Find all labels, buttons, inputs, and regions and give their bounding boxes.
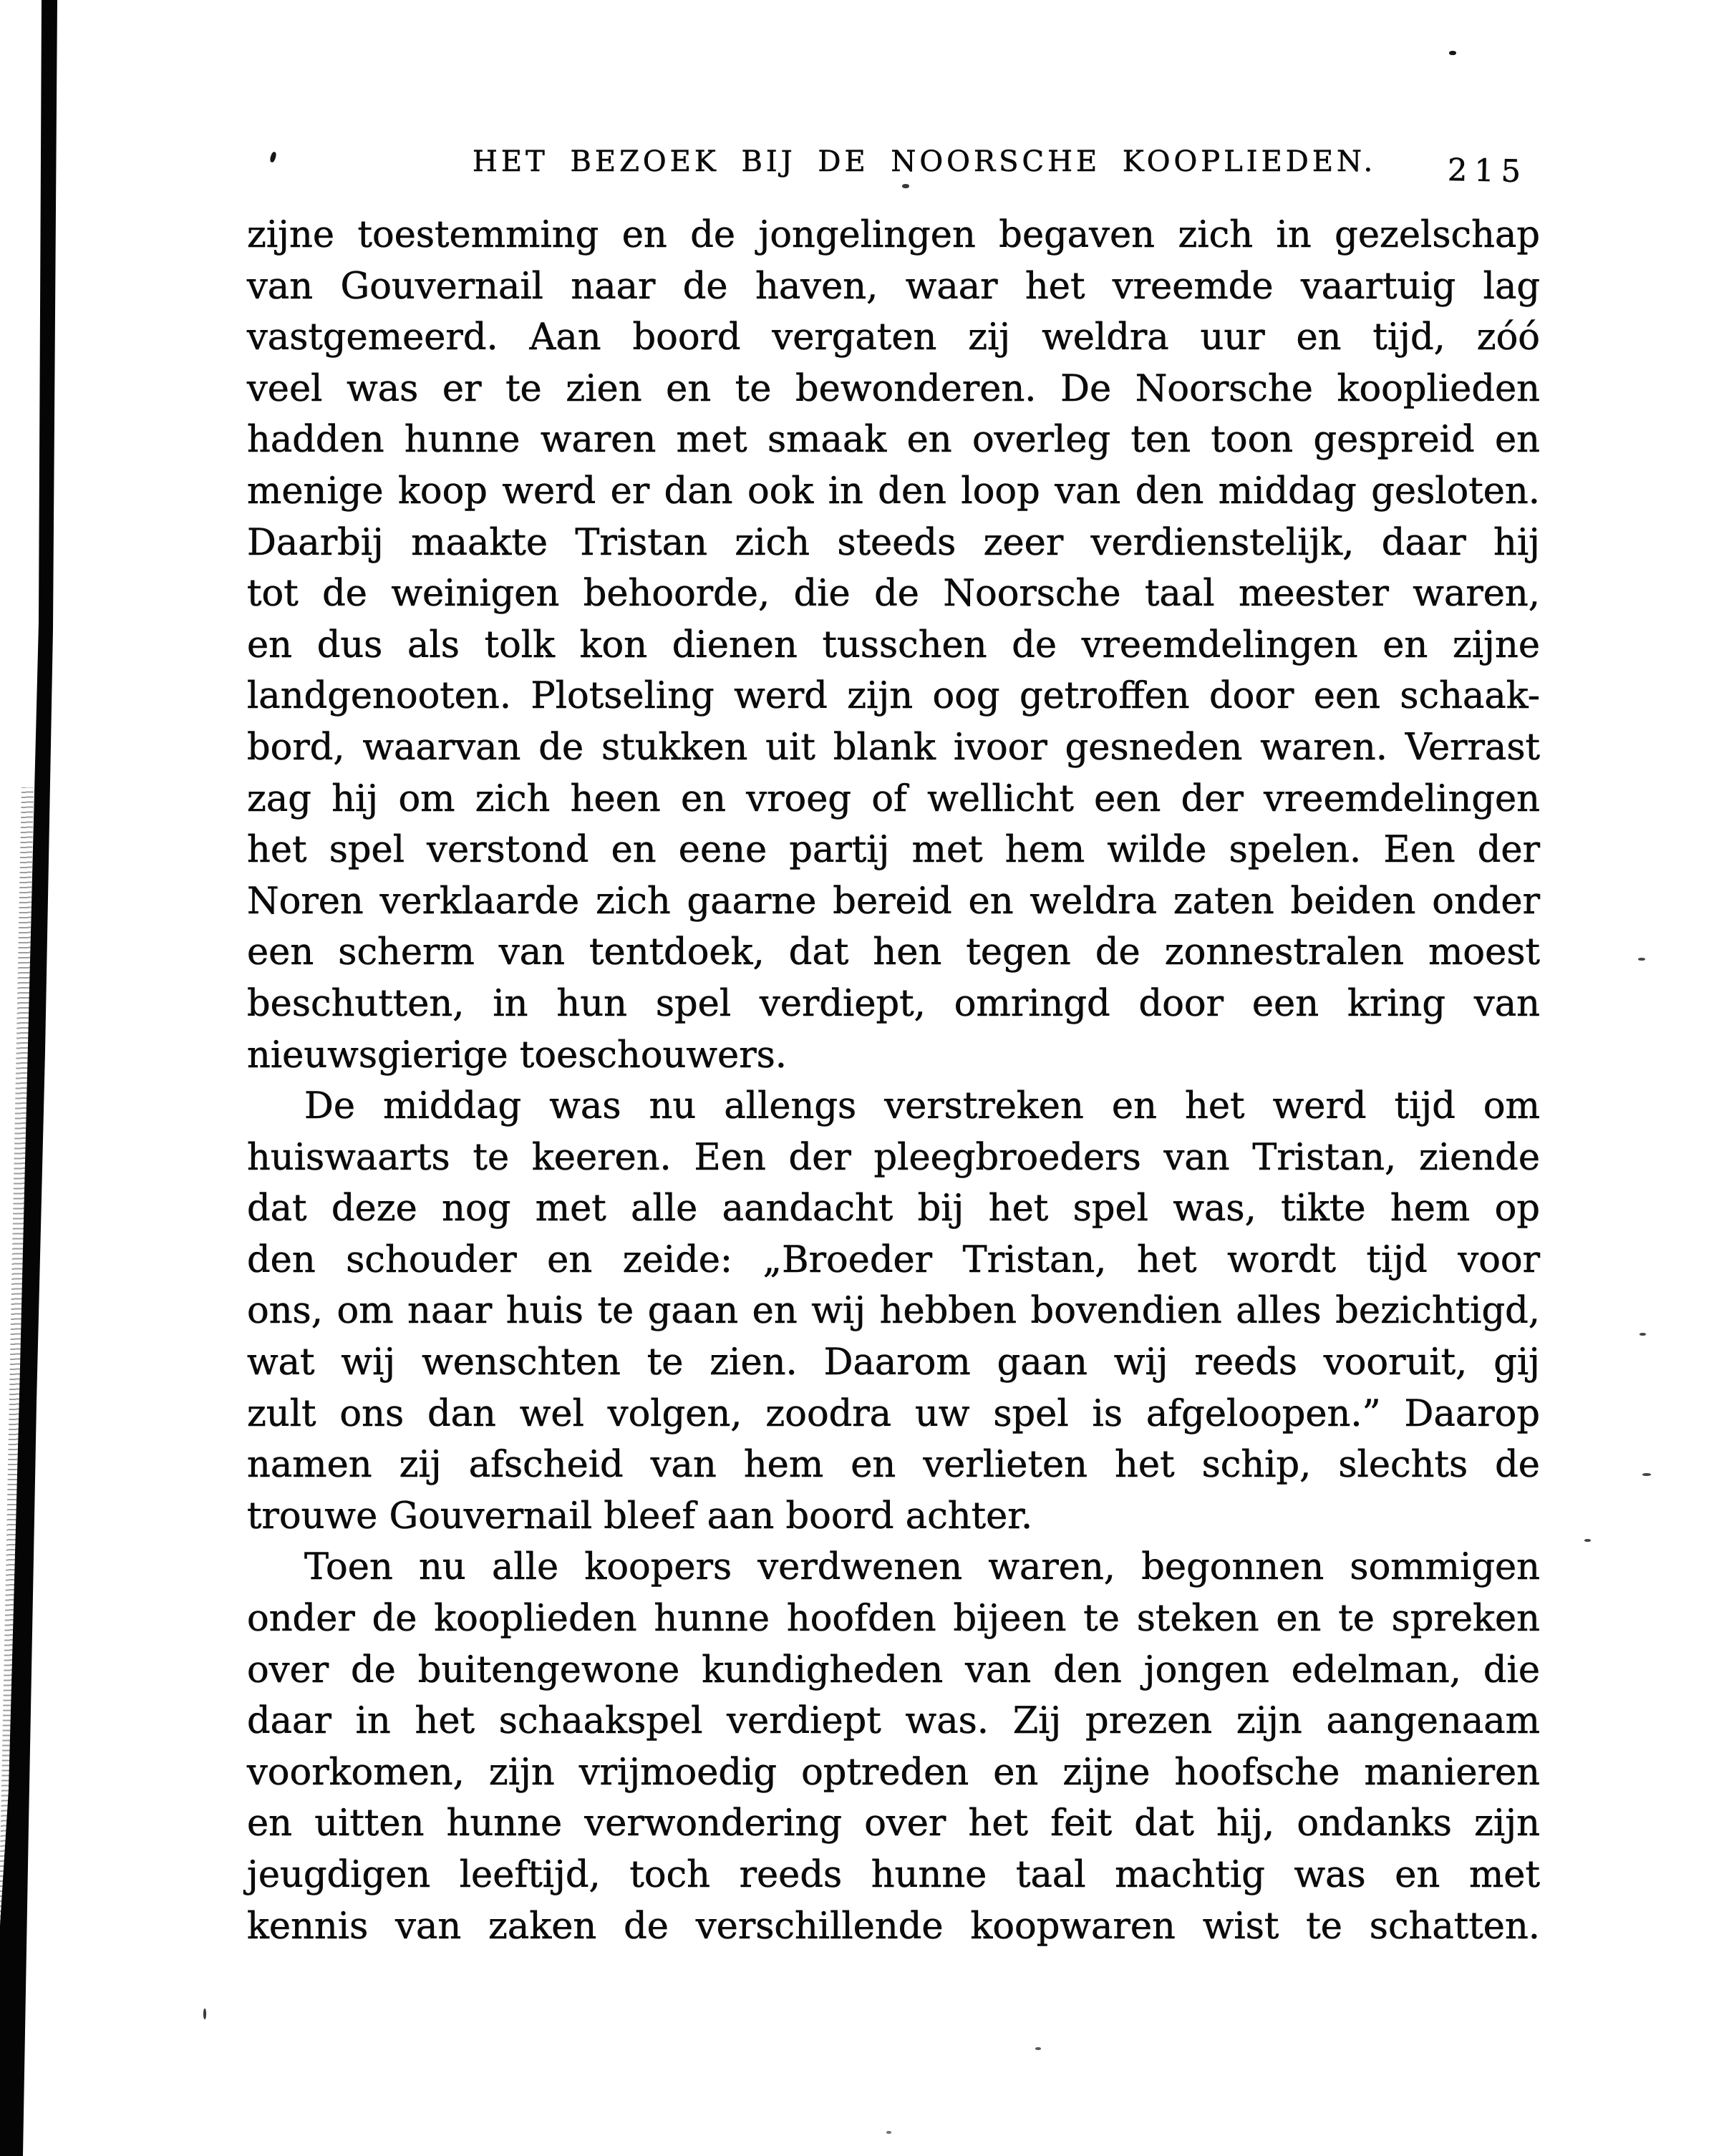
text-line: hadden hunne waren met smaak en overleg ten toon gespreid en [247, 419, 1540, 462]
text-line: dat deze nog met alle aandacht bij het spel was, tikte hem op [247, 1188, 1540, 1230]
body-text-block [247, 210, 1540, 1952]
text-line: menige koop werd er dan ook in den loop van den middag gesloten. [247, 470, 1540, 513]
text-line: zult ons dan wel volgen, zoodra uw spel is afgeloopen.” Daarop [247, 1392, 1540, 1435]
text-line: jeugdigen leeftijd, toch reeds hunne taal machtig was en met [247, 1854, 1540, 1896]
text-line: huiswaarts te keeren. Een der pleegbroeders van Tristan, ziende [247, 1136, 1540, 1179]
text-line: landgenooten. Plotseling werd zijn oog getroffen door een schaak- [247, 675, 1540, 718]
text-line: bord, waarvan de stukken uit blank ivoor gesneden waren. Verrast [247, 726, 1540, 769]
text-line: van Gouvernail naar de haven, waar het vreemde vaartuig lag [247, 265, 1540, 308]
text-line: ons, om naar huis te gaan en wij hebben bovendien alles bezichtigd, [247, 1290, 1540, 1333]
scan-speck [1584, 1539, 1591, 1542]
text-line: daar in het schaakspel verdiept was. Zij prezen zijn aangenaam [247, 1700, 1540, 1743]
text-line: tot de weinigen behoorde, die de Noorsche taal meester waren, [247, 573, 1540, 616]
text-line-paragraph-start: Toen nu alle koopers verdwenen waren, begonnen sommigen [304, 1546, 1540, 1589]
text-line: het spel verstond en eene partij met hem wilde spelen. Een der [247, 829, 1540, 872]
text-line: beschutten, in hun spel verdiept, omringd door een kring van [247, 982, 1540, 1025]
text-line: namen zij afscheid van hem en verlieten het schip, slechts de [247, 1444, 1540, 1487]
text-line: Daarbij maakte Tristan zich steeds zeer verdienstelijk, daar hij [247, 521, 1540, 564]
text-line: zijne toestemming en de jongelingen begaven zich in gezelschap [247, 214, 1540, 256]
text-line-paragraph-end: trouwe Gouvernail bleef aan boord achter. [247, 1495, 1033, 1538]
scan-speck [886, 2131, 891, 2134]
text-line: onder de kooplieden hunne hoofden bijeen te steken en te spreken [247, 1598, 1540, 1641]
text-line: voorkomen, zijn vrijmoedig optreden en zijne hoofsche manieren [247, 1751, 1540, 1794]
text-line: veel was er te zien en te bewonderen. De Noorsche kooplieden [247, 367, 1540, 410]
scan-speck [1642, 1473, 1651, 1476]
text-line: over de buitengewone kundigheden van den jongen edelman, die [247, 1648, 1540, 1691]
scan-speck [1449, 51, 1456, 55]
text-line: en uitten hunne verwondering over het feit dat hij, ondanks zijn [247, 1802, 1540, 1845]
text-line: Noren verklaarde zich gaarne bereid en weldra zaten beiden onder [247, 880, 1540, 923]
scan-speck [1035, 2047, 1041, 2050]
text-line: en dus als tolk kon dienen tusschen de vreemdelingen en zijne [247, 623, 1540, 666]
text-line: den schouder en zeide: „Broeder Tristan, het wordt tijd voor [247, 1238, 1540, 1281]
text-line-paragraph-end: nieuwsgierige toeschouwers. [247, 1034, 787, 1077]
text-line: zag hij om zich heen en vroeg of wellicht een der vreemdelingen [247, 777, 1540, 820]
running-header-title: HET BEZOEK BIJ DE NOORSCHE KOOPLIEDEN. [473, 145, 1377, 178]
scan-speck [203, 2009, 206, 2019]
scan-speck [902, 184, 909, 188]
text-line: kennis van zaken de verschillende koopwaren wist te schatten. [247, 1905, 1540, 1948]
scan-speck [269, 151, 277, 162]
text-line: wat wij wenschten te zien. Daarom gaan wij reeds vooruit, gij [247, 1341, 1540, 1384]
text-line-paragraph-start: De middag was nu allengs verstreken en het werd tijd om [304, 1085, 1540, 1128]
scan-speck [1638, 958, 1645, 961]
text-line: een scherm van tentdoek, dat hen tegen de zonnestralen moest [247, 931, 1540, 974]
page-number: 215 [1447, 152, 1529, 190]
text-line: vastgemeerd. Aan boord vergaten zij weldra uur en tijd, zóó [247, 316, 1540, 359]
scan-speck [1639, 1333, 1646, 1336]
